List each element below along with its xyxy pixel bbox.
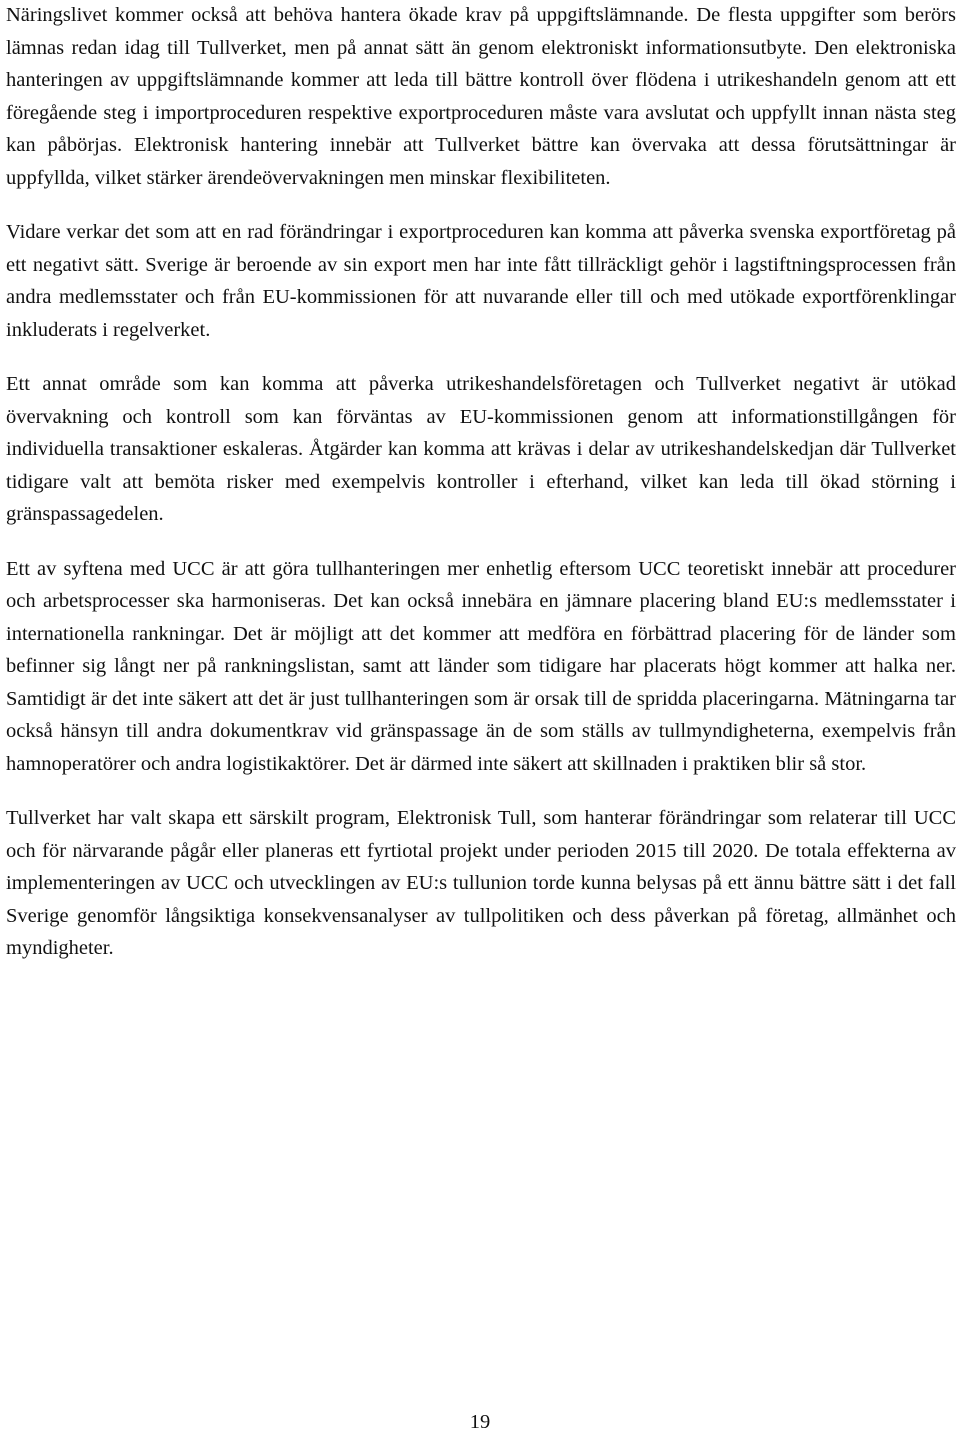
paragraph-export-procedure: Vidare verkar det som att en rad förändringar i exportproceduren kan komma att påverka svenska exportföretag på ett negativt sätt. Sverige är beroende av sin export men har inte fått tillräckligt gehör i lagstiftningsprocessen från andra medlemsstater och från EU-kommissionen för att nuvarande eller till och med utökade exportförenklingar inkluderats i regelverket. — [6, 221, 956, 341]
page-number: 19 — [469, 1411, 491, 1433]
paragraph-ucc-harmonisation: Ett av syftena med UCC är att göra tullhanteringen mer enhetlig eftersom UCC teoretiskt innebär att procedurer och arbetsprocesser ska harmoniseras. Det kan också innebära en jämnare placering bland EU:s medlemsstater i internationella rankningar. Det är möjligt att det kommer att medföra en förbättrad placering för de länder som befinner sig långt ner på rankningslistan, samt att länder som tidigare har placerats högt kommer att halka ner. Samtidigt är det inte säkert att det är just tullhanteringen som är orsak till de spridda placeringarna. Mätningarna tar också hänsyn till andra dokumentkrav vid gränspassage än de som ställs av tullmyndigheterna, exempelvis från hamnoperatörer och andra logistikaktörer. Det är därmed inte säkert att skillnaden i praktiken blir så stor. — [6, 557, 956, 775]
document-body — [6, 0, 956, 987]
paragraph-electronic-customs-program: Tullverket har valt skapa ett särskilt program, Elektronisk Tull, som hanterar förändringar som relaterar till UCC och för närvarande pågår eller planeras ett fyrtiotal projekt under perioden 2015 till 2020. De totala effekterna av implementeringen av UCC och utvecklingen av EU:s tullunion torde kunna belysas på ett ännu bättre sätt i det fall Sverige genomför långsiktiga konsekvensanalyser av tullpolitiken och dess påverkan på företag, allmänhet och myndigheter. — [6, 807, 956, 959]
paragraph-reporting-requirements: Näringslivet kommer också att behöva hantera ökade krav på uppgiftslämnande. De flesta uppgifter som berörs lämnas redan idag till Tullverket, men på annat sätt än genom elektroniskt informationsutbyte. Den elektroniska hanteringen av uppgiftslämnande kommer att leda till bättre kontroll över flödena i utrikeshandeln genom att ett föregående steg i importproceduren respektive exportproceduren måste vara avslutat och uppfyllt innan nästa steg kan påbörjas. Elektronisk hantering innebär att Tullverket bättre kan övervaka att dessa förutsättningar är uppfyllda, vilket stärker ärendeövervakningen men minskar flexibiliteten. — [6, 4, 956, 189]
paragraph-surveillance: Ett annat område som kan komma att påverka utrikeshandelsföretagen och Tullverket negativt är utökad övervakning och kontroll som kan förväntas av EU-kommissionen genom att informationstillgången för individuella transaktioner eskaleras. Åtgärder kan komma att krävas i delar av utrikeshandelskedjan där Tullverket tidigare valt att bemöta risker med exempelvis kontroller i efterhand, vilket kan leda till ökad störning i gränspassagedelen. — [6, 373, 956, 525]
